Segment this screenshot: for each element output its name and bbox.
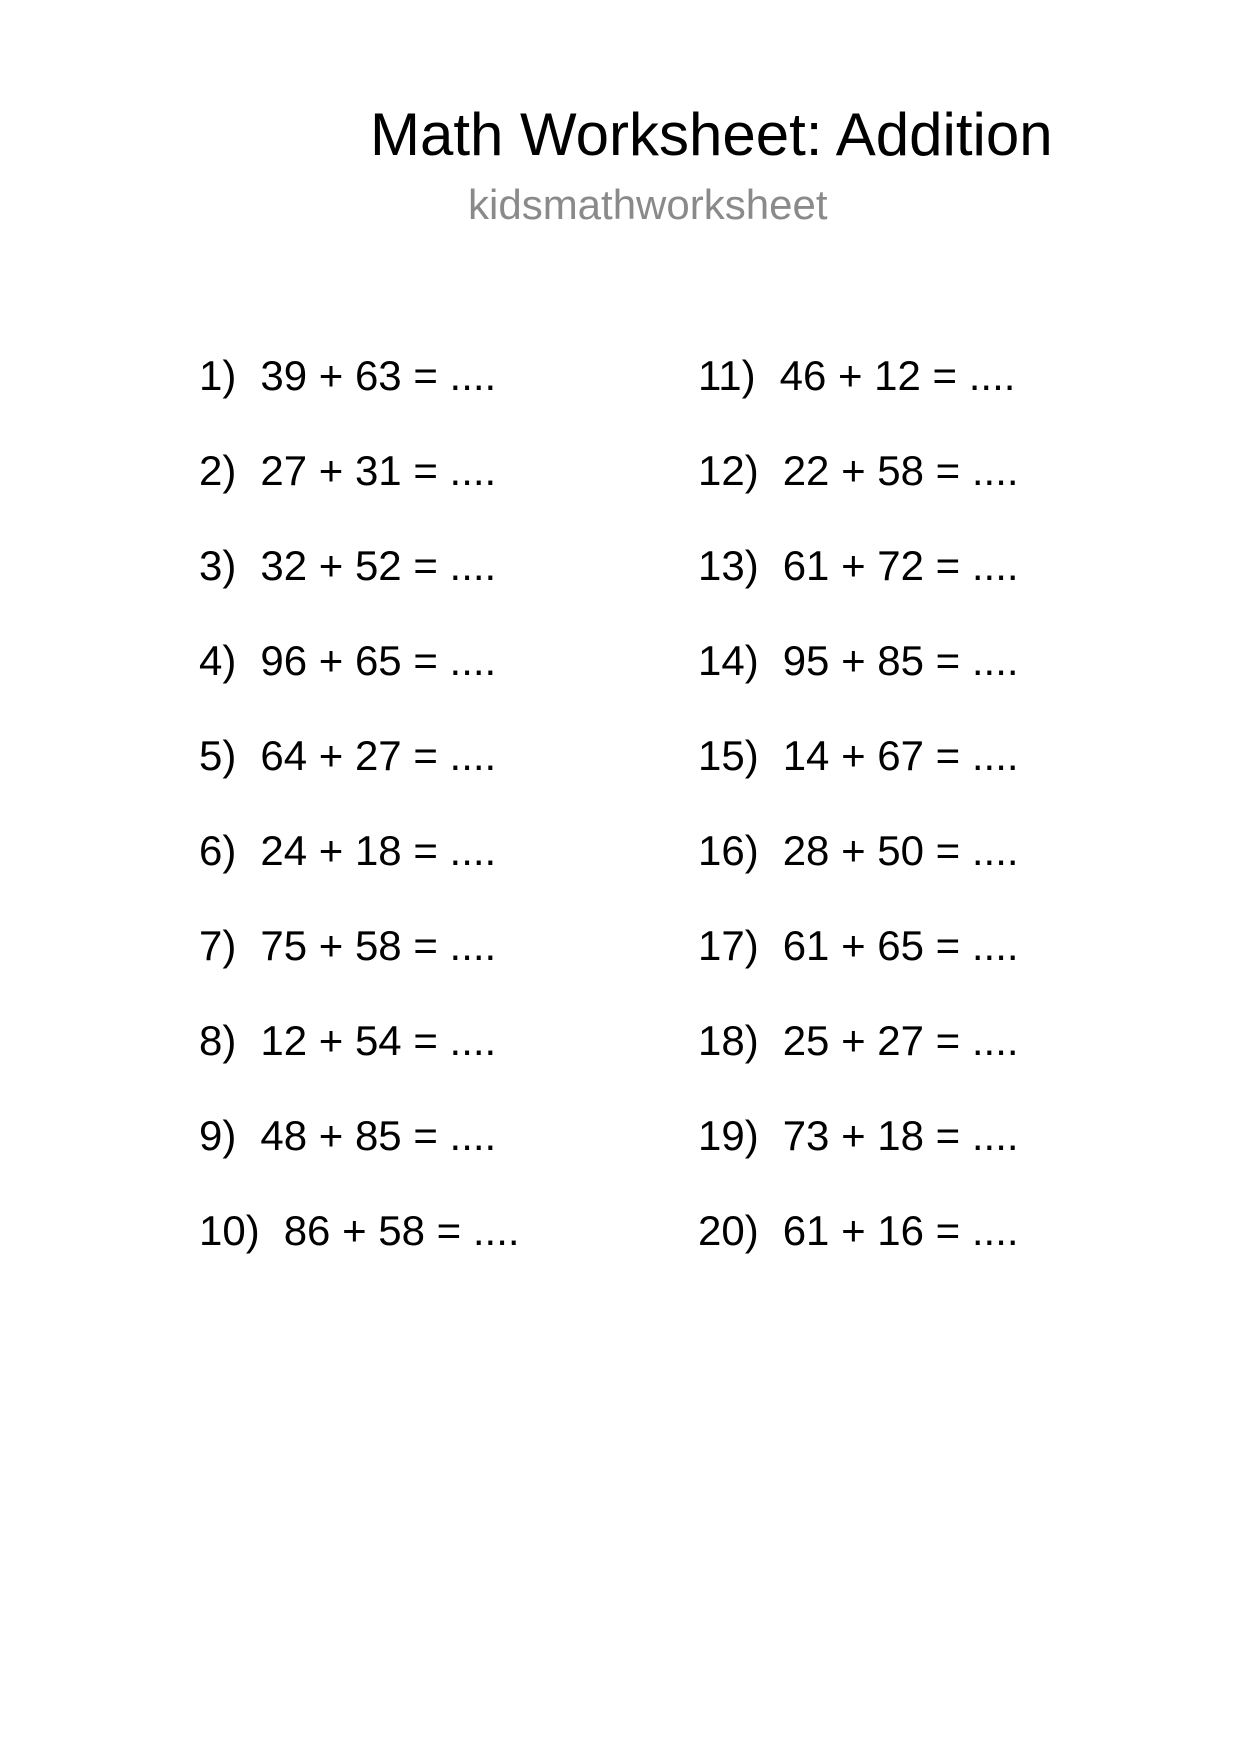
problem-item [698,1205,1118,1300]
problem-number: 15) [698,732,759,779]
problem-column-left [199,350,619,1300]
problem-number: 1) [199,352,237,399]
problem-expression: 14 + 67 = .... [782,732,1019,779]
problem-number: 10) [199,1207,260,1254]
problem-expression: 95 + 85 = .... [782,637,1019,684]
problem-number: 19) [698,1112,759,1159]
problem-item [698,825,1118,920]
problem-item [199,1110,619,1205]
problem-item [698,1015,1118,1110]
problem-number: 2) [199,447,237,494]
problem-number: 6) [199,827,237,874]
problem-expression: 27 + 31 = .... [260,447,497,494]
problem-expression: 48 + 85 = .... [260,1112,497,1159]
problem-expression: 12 + 54 = .... [260,1017,497,1064]
page-subtitle: kidsmathworksheet [468,181,828,228]
problem-expression: 22 + 58 = .... [782,447,1019,494]
problem-number: 4) [199,637,237,684]
problem-item [199,825,619,920]
problem-item [199,1015,619,1110]
problem-number: 5) [199,732,237,779]
problem-expression: 86 + 58 = .... [283,1207,520,1254]
problem-item [199,445,619,540]
problem-number: 8) [199,1017,237,1064]
problem-expression: 96 + 65 = .... [260,637,497,684]
problem-number: 9) [199,1112,237,1159]
problem-number: 20) [698,1207,759,1254]
problem-item [698,350,1118,445]
problem-item [199,920,619,1015]
problem-item [199,1205,619,1300]
problem-expression: 32 + 52 = .... [260,542,497,589]
problem-number: 12) [698,447,759,494]
problem-expression: 75 + 58 = .... [260,922,497,969]
problem-number: 7) [199,922,237,969]
problem-expression: 73 + 18 = .... [782,1112,1019,1159]
problem-number: 16) [698,827,759,874]
problem-expression: 39 + 63 = .... [260,352,497,399]
problem-expression: 46 + 12 = .... [779,352,1016,399]
problem-item [698,540,1118,635]
problem-number: 14) [698,637,759,684]
problem-item [698,445,1118,540]
problem-expression: 61 + 72 = .... [782,542,1019,589]
problem-number: 17) [698,922,759,969]
problem-item [698,920,1118,1015]
problem-item [199,540,619,635]
problem-item [698,730,1118,825]
problem-expression: 25 + 27 = .... [782,1017,1019,1064]
problem-item [698,635,1118,730]
problem-number: 3) [199,542,237,589]
problem-number: 11) [698,352,756,399]
problem-expression: 61 + 65 = .... [782,922,1019,969]
problem-item [199,350,619,445]
problem-item [199,730,619,825]
problem-expression: 24 + 18 = .... [260,827,497,874]
problem-item [199,635,619,730]
problem-column-right [698,350,1118,1300]
problem-number: 13) [698,542,759,589]
problem-expression: 64 + 27 = .... [260,732,497,779]
problem-item [698,1110,1118,1205]
problem-number: 18) [698,1017,759,1064]
problem-expression: 61 + 16 = .... [782,1207,1019,1254]
problem-expression: 28 + 50 = .... [782,827,1019,874]
page-title: Math Worksheet: Addition [370,101,1053,168]
